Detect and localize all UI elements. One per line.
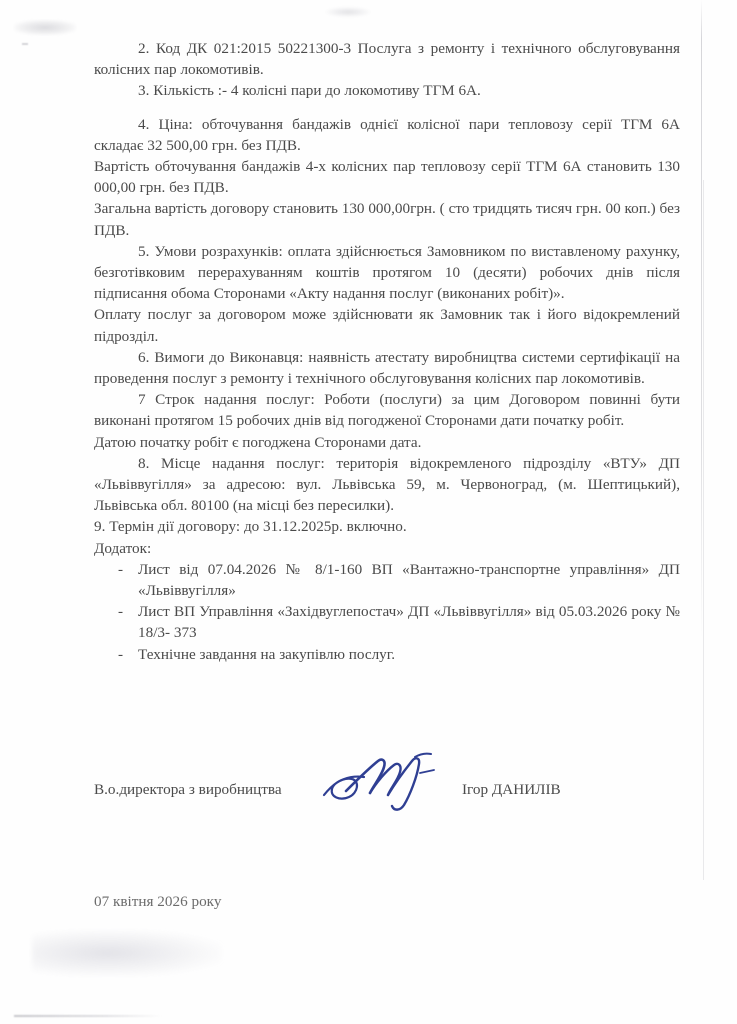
page-edge-line-right-lower bbox=[703, 180, 704, 880]
handwritten-signature-icon bbox=[316, 751, 456, 813]
paragraph-contract-total: Загальна вартість договору становить 130 000,00грн. ( сто тридцять тисяч грн. 00 коп.) без ПДВ. bbox=[94, 200, 680, 239]
signatory-title: В.о.директора з виробництва bbox=[94, 781, 282, 798]
list-dash: - bbox=[118, 560, 124, 578]
attachment-text: Лист від 07.04.2026 № 8/1-160 ВП «Вантажно-транспортне управління» ДП «Львіввугілля» bbox=[138, 560, 680, 600]
document-date: 07 квітня 2026 року bbox=[94, 893, 222, 910]
list-dash: - bbox=[118, 645, 124, 663]
paragraph-item-3: 3. Кількість :- 4 колісні пари до локомотиву ТГМ 6А. bbox=[138, 82, 481, 100]
paragraph-item-7: 7 Строк надання послуг: Роботи (послуги) за цим Договором повинні бути виконані протягом 15 робочих днів від погодженої Сторонами дати початку робіт. bbox=[94, 391, 680, 430]
attachment-text: Технічне завдання на закупівлю послуг. bbox=[138, 645, 396, 663]
paragraph-item-9: 9. Термін дії договору: до 31.12.2025р. включно. bbox=[94, 518, 407, 536]
page-edge-line-right bbox=[701, 0, 702, 640]
scan-artifact-dot bbox=[22, 43, 28, 45]
page-edge-shadow-bottom bbox=[14, 1015, 162, 1017]
scan-artifact-top-left bbox=[14, 20, 76, 35]
document-body bbox=[94, 38, 680, 665]
list-dash: - bbox=[118, 603, 124, 621]
attachments-heading: Додаток: bbox=[94, 539, 152, 557]
scan-artifact-top-center bbox=[325, 7, 371, 17]
paragraph-item-2: 2. Код ДК 021:2015 50221300-3 Послуга з ремонту і технічного обслуговування колісних пар локомотивів. bbox=[94, 40, 680, 79]
paragraph-start-date: Датою початку робіт є погоджена Сторонами дата. bbox=[94, 433, 422, 451]
paragraph-payment-by-subdivision: Оплату послуг за договором може здійснювати як Замовник так і його відокремлений підрозділ. bbox=[94, 306, 680, 345]
paragraph-item-5: 5. Умови розрахунків: оплата здійснюється Замовником по виставленому рахунку, безготівковим перерахуванням коштів протягом 10 (десяти) робочих днів після підписання обома Сторонами «Акту надання послуг (виконаних робіт)». bbox=[94, 242, 680, 303]
scan-artifact-bottom-left bbox=[32, 930, 222, 976]
signatory-name: Ігор ДАНИЛІВ bbox=[462, 781, 561, 798]
attachment-text: Лист ВП Управління «Західвуглепостач» ДП «Львіввугілля» від 05.03.2026 року № 18/3- 373 bbox=[138, 603, 680, 642]
attachment-item bbox=[94, 559, 680, 601]
attachment-item bbox=[94, 601, 680, 643]
paragraph-item-6: 6. Вимоги до Виконавця: наявність атестату виробництва системи сертифікації на проведення послуг з ремонту і технічного обслуговування колісних пар локомотивів. bbox=[94, 348, 680, 388]
paragraph-item-8: 8. Місце надання послуг: територія відокремленого підрозділу «ВТУ» ДП «Львіввугілля» за адресою: вул. Львівська 59, м. Червоноград, (м. Шептицький), Львівська обл. 80100 (на місці без пересилки). bbox=[94, 454, 680, 515]
attachment-item bbox=[94, 644, 680, 665]
paragraph-item-4: 4. Ціна: обточування бандажів однієї колісної пари тепловозу серії ТГМ 6А складає 32 500,00 грн. без ПДВ. bbox=[94, 115, 680, 154]
signature-block bbox=[94, 775, 680, 815]
paragraph-total-four-pairs: Вартість обточування бандажів 4-х колісних пар тепловозу серії ТГМ 6А становить 130 000,00 грн. без ПДВ. bbox=[94, 158, 680, 197]
attachments-list bbox=[94, 559, 680, 665]
